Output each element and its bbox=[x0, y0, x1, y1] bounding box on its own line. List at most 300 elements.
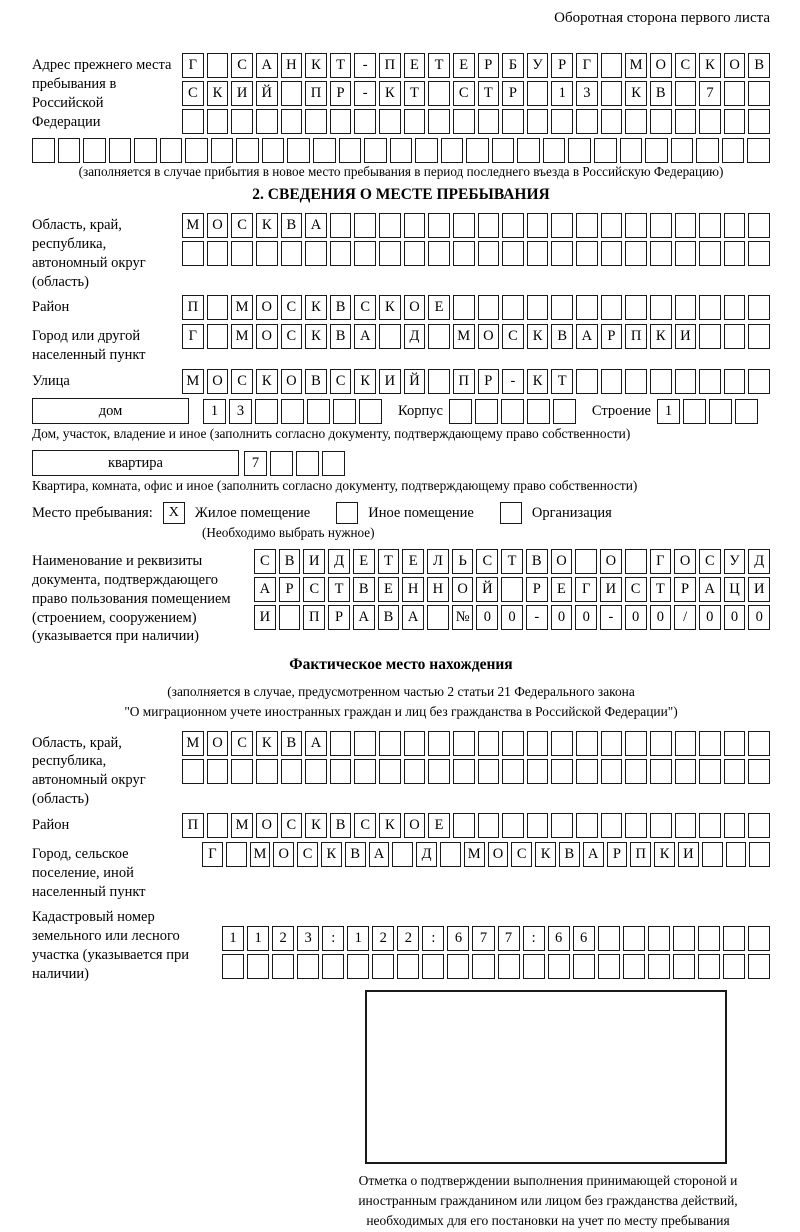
char-cell[interactable] bbox=[305, 759, 327, 784]
char-cell[interactable] bbox=[748, 81, 770, 106]
char-cell[interactable]: Е bbox=[428, 295, 450, 320]
char-cell[interactable]: Т bbox=[328, 577, 350, 602]
char-cell[interactable] bbox=[675, 109, 697, 134]
char-cell[interactable]: Т bbox=[378, 549, 400, 574]
char-cell[interactable]: 6 bbox=[447, 926, 469, 951]
char-cell[interactable] bbox=[699, 213, 721, 238]
char-cell[interactable] bbox=[650, 295, 672, 320]
char-cell[interactable] bbox=[372, 954, 394, 979]
char-cell[interactable]: Е bbox=[428, 813, 450, 838]
char-cell[interactable]: 1 bbox=[247, 926, 269, 951]
char-cell[interactable] bbox=[673, 926, 695, 951]
char-cell[interactable] bbox=[601, 813, 623, 838]
char-cell[interactable]: О bbox=[724, 53, 746, 78]
char-cell[interactable]: 1 bbox=[347, 926, 369, 951]
char-cell[interactable] bbox=[347, 954, 369, 979]
char-cell[interactable] bbox=[502, 295, 524, 320]
char-cell[interactable]: М bbox=[250, 842, 271, 867]
char-cell[interactable]: 6 bbox=[548, 926, 570, 951]
char-cell[interactable]: - bbox=[354, 81, 376, 106]
char-cell[interactable] bbox=[698, 954, 720, 979]
char-cell[interactable]: К bbox=[379, 81, 401, 106]
char-cell[interactable] bbox=[185, 138, 208, 163]
char-cell[interactable] bbox=[307, 399, 330, 424]
char-cell[interactable] bbox=[182, 109, 204, 134]
char-cell[interactable] bbox=[748, 369, 770, 394]
char-cell[interactable] bbox=[281, 759, 303, 784]
char-cell[interactable]: Й bbox=[404, 369, 426, 394]
char-cell[interactable]: - bbox=[600, 605, 622, 630]
char-cell[interactable]: С bbox=[625, 577, 647, 602]
char-cell[interactable]: П bbox=[453, 369, 475, 394]
char-cell[interactable]: Е bbox=[353, 549, 375, 574]
char-cell[interactable] bbox=[517, 138, 540, 163]
char-cell[interactable]: Е bbox=[404, 53, 426, 78]
char-cell[interactable]: 0 bbox=[476, 605, 498, 630]
char-cell[interactable]: К bbox=[305, 813, 327, 838]
char-cell[interactable] bbox=[675, 813, 697, 838]
char-cell[interactable]: П bbox=[182, 295, 204, 320]
char-cell[interactable] bbox=[379, 759, 401, 784]
char-cell[interactable]: К bbox=[535, 842, 556, 867]
char-cell[interactable] bbox=[648, 926, 670, 951]
char-cell[interactable]: Р bbox=[279, 577, 301, 602]
char-cell[interactable]: И bbox=[231, 81, 253, 106]
char-cell[interactable]: К bbox=[305, 295, 327, 320]
char-cell[interactable] bbox=[699, 241, 721, 266]
char-cell[interactable] bbox=[573, 954, 595, 979]
char-cell[interactable] bbox=[207, 53, 229, 78]
char-cell[interactable] bbox=[650, 109, 672, 134]
char-cell[interactable] bbox=[32, 138, 55, 163]
char-cell[interactable]: Г bbox=[576, 53, 598, 78]
char-cell[interactable] bbox=[650, 213, 672, 238]
char-cell[interactable] bbox=[551, 295, 573, 320]
char-cell[interactable] bbox=[379, 109, 401, 134]
char-cell[interactable] bbox=[548, 954, 570, 979]
stay-type-checkbox-residential[interactable]: X bbox=[163, 502, 185, 524]
char-cell[interactable]: 2 bbox=[372, 926, 394, 951]
char-cell[interactable] bbox=[735, 399, 758, 424]
char-cell[interactable]: И bbox=[254, 605, 276, 630]
char-cell[interactable] bbox=[601, 241, 623, 266]
char-cell[interactable] bbox=[601, 759, 623, 784]
char-cell[interactable] bbox=[226, 842, 247, 867]
char-cell[interactable] bbox=[576, 731, 598, 756]
char-cell[interactable] bbox=[207, 813, 229, 838]
char-cell[interactable]: О bbox=[256, 324, 278, 349]
char-cell[interactable] bbox=[498, 954, 520, 979]
char-cell[interactable] bbox=[397, 954, 419, 979]
char-cell[interactable] bbox=[404, 759, 426, 784]
char-cell[interactable] bbox=[553, 399, 576, 424]
char-cell[interactable]: Е bbox=[402, 549, 424, 574]
char-cell[interactable] bbox=[270, 451, 293, 476]
char-cell[interactable] bbox=[598, 954, 620, 979]
char-cell[interactable]: А bbox=[305, 731, 327, 756]
char-cell[interactable] bbox=[576, 759, 598, 784]
char-cell[interactable] bbox=[527, 213, 549, 238]
char-cell[interactable]: М bbox=[231, 295, 253, 320]
char-cell[interactable] bbox=[724, 731, 746, 756]
char-cell[interactable] bbox=[478, 109, 500, 134]
char-cell[interactable]: О bbox=[674, 549, 696, 574]
char-cell[interactable] bbox=[305, 241, 327, 266]
char-cell[interactable]: К bbox=[527, 369, 549, 394]
char-cell[interactable] bbox=[305, 109, 327, 134]
char-cell[interactable]: А bbox=[699, 577, 721, 602]
char-cell[interactable]: О bbox=[404, 813, 426, 838]
char-cell[interactable]: Р bbox=[674, 577, 696, 602]
char-cell[interactable]: 1 bbox=[222, 926, 244, 951]
char-cell[interactable] bbox=[207, 759, 229, 784]
char-cell[interactable]: К bbox=[654, 842, 675, 867]
char-cell[interactable]: У bbox=[527, 53, 549, 78]
char-cell[interactable]: С bbox=[231, 53, 253, 78]
char-cell[interactable] bbox=[379, 213, 401, 238]
char-cell[interactable] bbox=[699, 295, 721, 320]
char-cell[interactable]: А bbox=[256, 53, 278, 78]
char-cell[interactable]: С bbox=[303, 577, 325, 602]
char-cell[interactable] bbox=[478, 731, 500, 756]
char-cell[interactable] bbox=[748, 241, 770, 266]
char-cell[interactable] bbox=[699, 324, 721, 349]
char-cell[interactable] bbox=[671, 138, 694, 163]
char-cell[interactable]: П bbox=[379, 53, 401, 78]
char-cell[interactable] bbox=[724, 369, 746, 394]
char-cell[interactable]: Т bbox=[330, 53, 352, 78]
char-cell[interactable] bbox=[160, 138, 183, 163]
char-cell[interactable] bbox=[478, 813, 500, 838]
char-cell[interactable] bbox=[699, 813, 721, 838]
char-cell[interactable] bbox=[453, 731, 475, 756]
char-cell[interactable]: 6 bbox=[573, 926, 595, 951]
char-cell[interactable] bbox=[428, 81, 450, 106]
char-cell[interactable]: : bbox=[422, 926, 444, 951]
char-cell[interactable] bbox=[231, 109, 253, 134]
char-cell[interactable] bbox=[724, 241, 746, 266]
char-cell[interactable]: О bbox=[452, 577, 474, 602]
char-cell[interactable]: С bbox=[502, 324, 524, 349]
char-cell[interactable] bbox=[379, 324, 401, 349]
stay-type-checkbox-organization[interactable] bbox=[500, 502, 522, 524]
char-cell[interactable] bbox=[330, 109, 352, 134]
char-cell[interactable]: Р bbox=[502, 81, 524, 106]
char-cell[interactable]: В bbox=[281, 731, 303, 756]
char-cell[interactable] bbox=[601, 53, 623, 78]
char-cell[interactable] bbox=[58, 138, 81, 163]
char-cell[interactable] bbox=[645, 138, 668, 163]
char-cell[interactable] bbox=[675, 241, 697, 266]
char-cell[interactable] bbox=[392, 842, 413, 867]
char-cell[interactable]: 3 bbox=[297, 926, 319, 951]
char-cell[interactable] bbox=[748, 759, 770, 784]
char-cell[interactable]: С bbox=[231, 369, 253, 394]
char-cell[interactable]: В bbox=[330, 324, 352, 349]
char-cell[interactable] bbox=[527, 399, 550, 424]
char-cell[interactable] bbox=[236, 138, 259, 163]
char-cell[interactable] bbox=[231, 759, 253, 784]
char-cell[interactable]: И bbox=[379, 369, 401, 394]
char-cell[interactable] bbox=[726, 842, 747, 867]
char-cell[interactable] bbox=[601, 295, 623, 320]
char-cell[interactable]: С bbox=[182, 81, 204, 106]
char-cell[interactable]: / bbox=[674, 605, 696, 630]
char-cell[interactable]: Ц bbox=[724, 577, 746, 602]
char-cell[interactable] bbox=[256, 241, 278, 266]
char-cell[interactable] bbox=[359, 399, 382, 424]
char-cell[interactable]: В bbox=[279, 549, 301, 574]
char-cell[interactable]: Т bbox=[428, 53, 450, 78]
char-cell[interactable] bbox=[354, 759, 376, 784]
char-cell[interactable] bbox=[625, 759, 647, 784]
char-cell[interactable]: 3 bbox=[229, 399, 252, 424]
char-cell[interactable] bbox=[404, 213, 426, 238]
char-cell[interactable] bbox=[478, 295, 500, 320]
char-cell[interactable] bbox=[747, 138, 770, 163]
char-cell[interactable] bbox=[625, 295, 647, 320]
char-cell[interactable]: Й bbox=[256, 81, 278, 106]
char-cell[interactable] bbox=[428, 759, 450, 784]
char-cell[interactable]: С bbox=[281, 295, 303, 320]
char-cell[interactable] bbox=[625, 213, 647, 238]
char-cell[interactable]: 0 bbox=[724, 605, 746, 630]
char-cell[interactable]: К bbox=[207, 81, 229, 106]
char-cell[interactable]: Г bbox=[182, 324, 204, 349]
char-cell[interactable] bbox=[339, 138, 362, 163]
char-cell[interactable] bbox=[625, 813, 647, 838]
char-cell[interactable]: С bbox=[453, 81, 475, 106]
char-cell[interactable] bbox=[699, 109, 721, 134]
char-cell[interactable] bbox=[330, 213, 352, 238]
char-cell[interactable] bbox=[478, 241, 500, 266]
char-cell[interactable] bbox=[390, 138, 413, 163]
char-cell[interactable] bbox=[527, 109, 549, 134]
char-cell[interactable]: П bbox=[625, 324, 647, 349]
char-cell[interactable]: О bbox=[281, 369, 303, 394]
char-cell[interactable] bbox=[748, 295, 770, 320]
char-cell[interactable] bbox=[478, 759, 500, 784]
char-cell[interactable] bbox=[675, 295, 697, 320]
char-cell[interactable] bbox=[211, 138, 234, 163]
char-cell[interactable]: - bbox=[502, 369, 524, 394]
char-cell[interactable] bbox=[281, 241, 303, 266]
char-cell[interactable] bbox=[428, 369, 450, 394]
char-cell[interactable]: В bbox=[330, 813, 352, 838]
char-cell[interactable]: Б bbox=[502, 53, 524, 78]
char-cell[interactable]: Д bbox=[416, 842, 437, 867]
char-cell[interactable]: Р bbox=[601, 324, 623, 349]
char-cell[interactable] bbox=[748, 324, 770, 349]
char-cell[interactable] bbox=[620, 138, 643, 163]
char-cell[interactable] bbox=[576, 295, 598, 320]
char-cell[interactable] bbox=[501, 577, 523, 602]
char-cell[interactable] bbox=[262, 138, 285, 163]
char-cell[interactable] bbox=[354, 213, 376, 238]
char-cell[interactable] bbox=[724, 213, 746, 238]
char-cell[interactable]: Е bbox=[378, 577, 400, 602]
char-cell[interactable] bbox=[281, 109, 303, 134]
char-cell[interactable] bbox=[675, 759, 697, 784]
char-cell[interactable] bbox=[601, 369, 623, 394]
char-cell[interactable]: 7 bbox=[472, 926, 494, 951]
char-cell[interactable] bbox=[428, 109, 450, 134]
char-cell[interactable] bbox=[404, 731, 426, 756]
char-cell[interactable] bbox=[724, 759, 746, 784]
char-cell[interactable] bbox=[551, 731, 573, 756]
char-cell[interactable]: 2 bbox=[397, 926, 419, 951]
char-cell[interactable]: Е bbox=[551, 577, 573, 602]
char-cell[interactable]: Г bbox=[182, 53, 204, 78]
char-cell[interactable]: А bbox=[583, 842, 604, 867]
char-cell[interactable] bbox=[354, 109, 376, 134]
char-cell[interactable] bbox=[502, 241, 524, 266]
char-cell[interactable] bbox=[207, 295, 229, 320]
char-cell[interactable] bbox=[453, 295, 475, 320]
char-cell[interactable] bbox=[502, 813, 524, 838]
char-cell[interactable] bbox=[441, 138, 464, 163]
char-cell[interactable]: 1 bbox=[203, 399, 226, 424]
char-cell[interactable]: А bbox=[254, 577, 276, 602]
char-cell[interactable]: - bbox=[526, 605, 548, 630]
char-cell[interactable] bbox=[724, 813, 746, 838]
char-cell[interactable] bbox=[625, 549, 647, 574]
stay-type-checkbox-other-premises[interactable] bbox=[336, 502, 358, 524]
char-cell[interactable] bbox=[650, 731, 672, 756]
char-cell[interactable] bbox=[551, 759, 573, 784]
char-cell[interactable] bbox=[625, 369, 647, 394]
char-cell[interactable]: И bbox=[600, 577, 622, 602]
char-cell[interactable] bbox=[527, 295, 549, 320]
char-cell[interactable]: Л bbox=[427, 549, 449, 574]
char-cell[interactable]: 2 bbox=[272, 926, 294, 951]
char-cell[interactable]: Г bbox=[650, 549, 672, 574]
char-cell[interactable]: Н bbox=[281, 53, 303, 78]
char-cell[interactable]: В bbox=[748, 53, 770, 78]
char-cell[interactable] bbox=[207, 241, 229, 266]
char-cell[interactable]: В bbox=[345, 842, 366, 867]
char-cell[interactable]: С bbox=[254, 549, 276, 574]
char-cell[interactable] bbox=[523, 954, 545, 979]
char-cell[interactable]: : bbox=[322, 926, 344, 951]
char-cell[interactable]: П bbox=[182, 813, 204, 838]
char-cell[interactable]: 0 bbox=[575, 605, 597, 630]
char-cell[interactable] bbox=[699, 759, 721, 784]
char-cell[interactable]: С bbox=[675, 53, 697, 78]
char-cell[interactable]: М bbox=[453, 324, 475, 349]
char-cell[interactable] bbox=[134, 138, 157, 163]
char-cell[interactable]: О bbox=[600, 549, 622, 574]
char-cell[interactable] bbox=[330, 241, 352, 266]
char-cell[interactable] bbox=[330, 731, 352, 756]
char-cell[interactable]: Д bbox=[748, 549, 770, 574]
char-cell[interactable] bbox=[354, 241, 376, 266]
char-cell[interactable] bbox=[576, 241, 598, 266]
char-cell[interactable] bbox=[330, 759, 352, 784]
char-cell[interactable]: Р bbox=[478, 369, 500, 394]
char-cell[interactable] bbox=[428, 731, 450, 756]
char-cell[interactable] bbox=[601, 81, 623, 106]
char-cell[interactable] bbox=[502, 759, 524, 784]
char-cell[interactable] bbox=[709, 399, 732, 424]
char-cell[interactable] bbox=[478, 213, 500, 238]
char-cell[interactable] bbox=[698, 926, 720, 951]
char-cell[interactable]: В bbox=[330, 295, 352, 320]
char-cell[interactable]: Т bbox=[650, 577, 672, 602]
char-cell[interactable] bbox=[313, 138, 336, 163]
char-cell[interactable]: Т bbox=[478, 81, 500, 106]
char-cell[interactable]: К bbox=[625, 81, 647, 106]
char-cell[interactable] bbox=[576, 813, 598, 838]
char-cell[interactable] bbox=[501, 399, 524, 424]
char-cell[interactable]: С bbox=[231, 213, 253, 238]
char-cell[interactable] bbox=[601, 109, 623, 134]
char-cell[interactable] bbox=[527, 813, 549, 838]
char-cell[interactable]: Д bbox=[328, 549, 350, 574]
char-cell[interactable]: Й bbox=[476, 577, 498, 602]
char-cell[interactable]: А bbox=[576, 324, 598, 349]
char-cell[interactable]: О bbox=[207, 731, 229, 756]
char-cell[interactable]: С bbox=[354, 295, 376, 320]
char-cell[interactable] bbox=[453, 213, 475, 238]
char-cell[interactable]: К bbox=[650, 324, 672, 349]
char-cell[interactable]: К bbox=[305, 324, 327, 349]
char-cell[interactable] bbox=[222, 954, 244, 979]
char-cell[interactable]: С bbox=[330, 369, 352, 394]
char-cell[interactable] bbox=[272, 954, 294, 979]
char-cell[interactable] bbox=[696, 138, 719, 163]
char-cell[interactable]: 1 bbox=[657, 399, 680, 424]
char-cell[interactable]: Д bbox=[404, 324, 426, 349]
char-cell[interactable] bbox=[723, 954, 745, 979]
char-cell[interactable] bbox=[527, 81, 549, 106]
char-cell[interactable]: А bbox=[353, 605, 375, 630]
char-cell[interactable] bbox=[568, 138, 591, 163]
char-cell[interactable]: С bbox=[511, 842, 532, 867]
char-cell[interactable]: Т bbox=[551, 369, 573, 394]
char-cell[interactable] bbox=[723, 926, 745, 951]
char-cell[interactable]: К bbox=[354, 369, 376, 394]
char-cell[interactable] bbox=[466, 138, 489, 163]
char-cell[interactable] bbox=[650, 813, 672, 838]
char-cell[interactable]: Ь bbox=[452, 549, 474, 574]
char-cell[interactable] bbox=[625, 109, 647, 134]
char-cell[interactable] bbox=[576, 213, 598, 238]
char-cell[interactable] bbox=[625, 731, 647, 756]
char-cell[interactable]: О bbox=[207, 213, 229, 238]
char-cell[interactable]: 3 bbox=[576, 81, 598, 106]
char-cell[interactable] bbox=[182, 241, 204, 266]
char-cell[interactable]: 0 bbox=[625, 605, 647, 630]
char-cell[interactable] bbox=[502, 213, 524, 238]
char-cell[interactable] bbox=[453, 759, 475, 784]
char-cell[interactable] bbox=[404, 109, 426, 134]
char-cell[interactable] bbox=[601, 213, 623, 238]
char-cell[interactable] bbox=[748, 926, 770, 951]
char-cell[interactable] bbox=[453, 813, 475, 838]
char-cell[interactable]: 7 bbox=[498, 926, 520, 951]
char-cell[interactable] bbox=[551, 813, 573, 838]
char-cell[interactable]: Н bbox=[402, 577, 424, 602]
char-cell[interactable] bbox=[428, 324, 450, 349]
char-cell[interactable] bbox=[415, 138, 438, 163]
char-cell[interactable]: Т bbox=[404, 81, 426, 106]
char-cell[interactable]: Р bbox=[330, 81, 352, 106]
char-cell[interactable]: И bbox=[675, 324, 697, 349]
char-cell[interactable]: О bbox=[404, 295, 426, 320]
char-cell[interactable] bbox=[673, 954, 695, 979]
char-cell[interactable]: Р bbox=[328, 605, 350, 630]
